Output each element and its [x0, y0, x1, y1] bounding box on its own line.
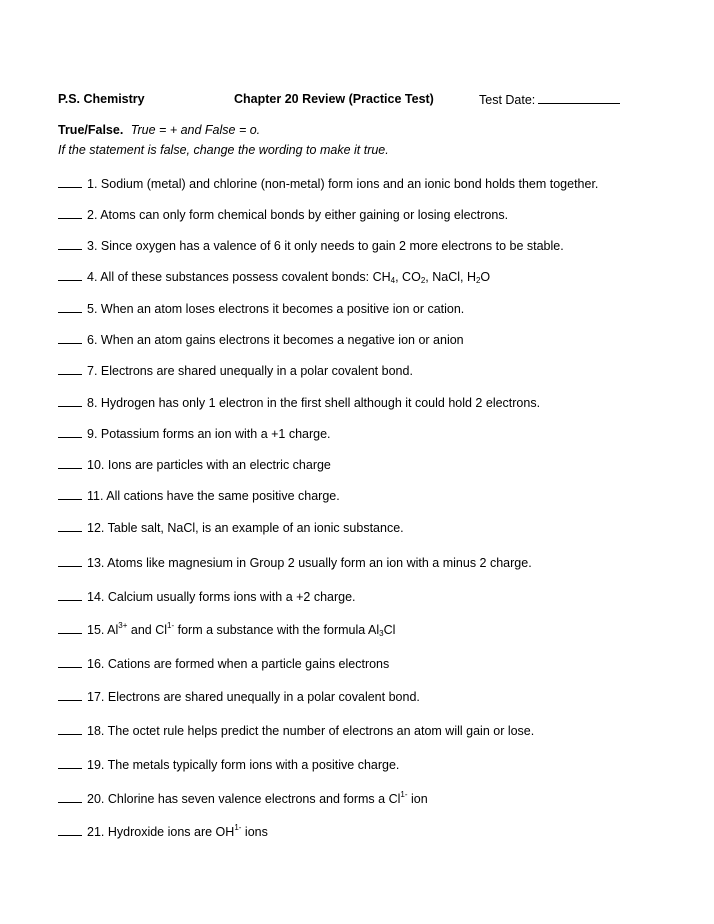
answer-blank[interactable]	[58, 175, 82, 188]
question-item	[58, 790, 428, 808]
question-item	[58, 621, 395, 639]
question-number: 12.	[87, 521, 108, 535]
question-number: 3.	[87, 239, 101, 253]
question-item	[58, 519, 404, 537]
question-text: All of these substances possess covalent bonds: CH	[100, 270, 391, 284]
section-label: True/False.	[58, 123, 124, 137]
question-number: 9.	[87, 427, 101, 441]
question-text: All cations have the same positive charge.	[106, 489, 340, 503]
answer-blank[interactable]	[58, 756, 82, 769]
question-text: When an atom gains electrons it becomes a negative ion or anion	[100, 333, 464, 347]
question-number: 16.	[87, 657, 108, 671]
question-text: ion	[407, 792, 428, 806]
answer-blank[interactable]	[58, 722, 82, 735]
question-number: 17.	[87, 690, 108, 704]
section-heading	[58, 123, 260, 137]
answer-blank[interactable]	[58, 823, 82, 836]
question-number: 8.	[87, 396, 101, 410]
question-item	[58, 588, 356, 606]
question-item	[58, 268, 490, 286]
question-number: 18.	[87, 724, 108, 738]
question-text: , CO	[395, 270, 421, 284]
question-text: and Cl	[127, 623, 168, 637]
superscript: 3+	[118, 621, 128, 630]
superscript: 1-	[234, 823, 242, 832]
question-text: Electrons are shared unequally in a polar covalent bond.	[100, 364, 413, 378]
answer-blank[interactable]	[58, 206, 82, 219]
question-text: form a substance with the formula Al	[174, 623, 380, 637]
question-text: O	[480, 270, 491, 284]
document-title: Chapter 20 Review (Practice Test)	[234, 92, 434, 106]
subscript: 2	[420, 276, 426, 285]
question-item	[58, 456, 331, 474]
question-text: ions	[241, 825, 268, 839]
question-number: 20.	[87, 792, 108, 806]
header	[58, 92, 658, 110]
answer-blank[interactable]	[58, 554, 82, 567]
question-number: 10.	[87, 458, 108, 472]
question-number: 2.	[87, 208, 101, 222]
question-text: , NaCl, H	[425, 270, 476, 284]
question-number: 15.	[87, 623, 108, 637]
answer-blank[interactable]	[58, 456, 82, 469]
question-text: Al	[107, 623, 119, 637]
answer-blank[interactable]	[58, 394, 82, 407]
question-text: Calcium usually forms ions with a +2 charge.	[107, 590, 356, 604]
question-item	[58, 331, 464, 349]
answer-blank[interactable]	[58, 237, 82, 250]
answer-blank[interactable]	[58, 331, 82, 344]
question-item	[58, 487, 340, 505]
answer-blank[interactable]	[58, 588, 82, 601]
question-text: Chlorine has seven valence electrons and forms a Cl	[107, 792, 401, 806]
question-text: Electrons are shared unequally in a polar covalent bond.	[107, 690, 420, 704]
question-text: The metals typically form ions with a positive charge.	[107, 758, 400, 772]
answer-key-rule: True = + and False = o.	[130, 123, 261, 137]
question-text: Potassium forms an ion with a +1 charge.	[100, 427, 331, 441]
answer-blank[interactable]	[58, 425, 82, 438]
answer-blank[interactable]	[58, 362, 82, 375]
question-number: 14.	[87, 590, 108, 604]
superscript: 1-	[167, 621, 175, 630]
answer-blank[interactable]	[58, 268, 82, 281]
answer-blank[interactable]	[58, 621, 82, 634]
question-text: Since oxygen has a valence of 6 it only needs to gain 2 more electrons to be stable.	[100, 239, 564, 253]
question-item	[58, 823, 268, 841]
question-item	[58, 394, 540, 412]
question-number: 13.	[87, 556, 108, 570]
question-item	[58, 237, 564, 255]
subscript: 3	[379, 629, 384, 638]
answer-blank[interactable]	[58, 688, 82, 701]
question-item	[58, 300, 464, 318]
answer-blank[interactable]	[58, 300, 82, 313]
course-name: P.S. Chemistry	[58, 92, 145, 106]
instructions: If the statement is false, change the wording to make it true.	[58, 143, 389, 157]
question-text: Hydrogen has only 1 electron in the first shell although it could hold 2 electrons.	[100, 396, 541, 410]
question-number: 4.	[87, 270, 101, 284]
question-item	[58, 206, 508, 224]
question-text: When an atom loses electrons it becomes a positive ion or cation.	[100, 302, 465, 316]
question-number: 11.	[87, 489, 107, 503]
answer-blank[interactable]	[58, 790, 82, 803]
question-text: Table salt, NaCl, is an example of an ionic substance.	[107, 521, 404, 535]
answer-blank[interactable]	[58, 655, 82, 668]
question-number: 19.	[87, 758, 108, 772]
question-item	[58, 362, 413, 380]
question-text: Hydroxide ions are OH	[107, 825, 235, 839]
test-date	[479, 92, 620, 107]
answer-blank[interactable]	[58, 487, 82, 500]
question-text: Sodium (metal) and chlorine (non-metal) form ions and an ionic bond holds them together.	[100, 177, 599, 191]
question-item	[58, 655, 389, 673]
question-text: The octet rule helps predict the number of electrons an atom will gain or lose.	[107, 724, 535, 738]
question-text: Cl	[383, 623, 396, 637]
question-text: Atoms like magnesium in Group 2 usually form an ion with a minus 2 charge.	[107, 556, 532, 570]
question-text: Cations are formed when a particle gains electrons	[107, 657, 390, 671]
question-item	[58, 688, 420, 706]
test-date-blank[interactable]	[538, 92, 620, 104]
question-item	[58, 175, 598, 193]
question-item	[58, 554, 532, 572]
question-item	[58, 425, 331, 443]
subscript: 2	[475, 276, 481, 285]
question-number: 5.	[87, 302, 101, 316]
question-number: 21.	[87, 825, 108, 839]
question-text: Atoms can only form chemical bonds by either gaining or losing electrons.	[100, 208, 509, 222]
answer-blank[interactable]	[58, 519, 82, 532]
question-item	[58, 722, 534, 740]
superscript: 1-	[400, 790, 408, 799]
question-text: Ions are particles with an electric charge	[107, 458, 331, 472]
question-number: 1.	[87, 177, 101, 191]
subscript: 4	[390, 276, 396, 285]
question-number: 7.	[87, 364, 101, 378]
test-date-label: Test Date:	[479, 93, 536, 107]
question-number: 6.	[87, 333, 101, 347]
question-item	[58, 756, 399, 774]
